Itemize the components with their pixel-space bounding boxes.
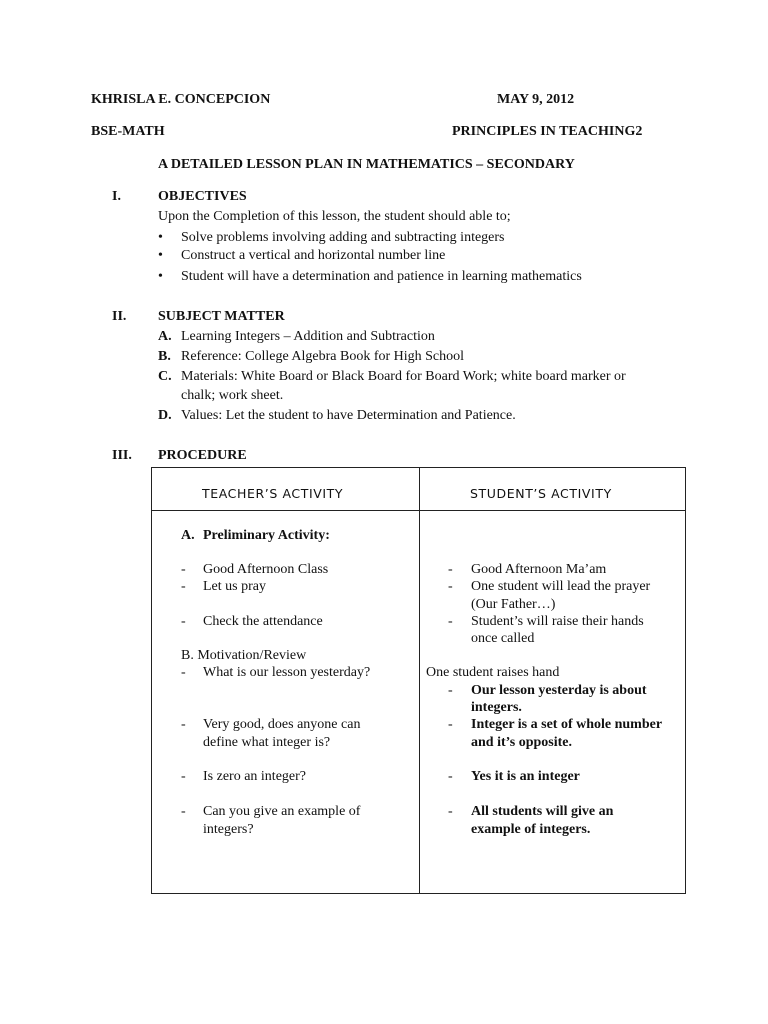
dash-marker: - bbox=[181, 562, 186, 577]
teacher-question: Very good, does anyone can bbox=[203, 717, 361, 732]
column-divider bbox=[419, 468, 420, 893]
section-title-subject-matter: SUBJECT MATTER bbox=[158, 309, 285, 324]
section-title-procedure: PROCEDURE bbox=[158, 448, 247, 463]
subject-name: PRINCIPLES IN TEACHING2 bbox=[452, 124, 643, 139]
objective-item: Solve problems involving adding and subtracting integers bbox=[181, 230, 505, 245]
dash-marker: - bbox=[181, 717, 186, 732]
subject-matter-item: Learning Integers – Addition and Subtraction bbox=[181, 329, 435, 344]
section-number-subject-matter: II. bbox=[112, 309, 127, 324]
student-raise-hand: One student raises hand bbox=[426, 665, 560, 680]
student-line: Student’s will raise their hands bbox=[471, 614, 644, 629]
section-title-objectives: OBJECTIVES bbox=[158, 189, 247, 204]
student-answer: Our lesson yesterday is about bbox=[471, 683, 647, 698]
prelim-letter: A. bbox=[181, 528, 195, 543]
item-letter: C. bbox=[158, 369, 172, 384]
document-title: A DETAILED LESSON PLAN IN MATHEMATICS – SECONDARY bbox=[158, 157, 575, 172]
objective-item: Construct a vertical and horizontal number line bbox=[181, 248, 446, 263]
subject-matter-item: Materials: White Board or Black Board for Board Work; white board marker or bbox=[181, 369, 626, 384]
dash-marker: - bbox=[181, 614, 186, 629]
dash-marker: - bbox=[448, 614, 453, 629]
section-number-procedure: III. bbox=[112, 448, 132, 463]
item-letter: B. bbox=[158, 349, 171, 364]
subject-matter-item: Reference: College Algebra Book for High School bbox=[181, 349, 465, 364]
bullet-icon: • bbox=[158, 248, 163, 263]
dash-marker: - bbox=[181, 579, 186, 594]
student-line-continued: once called bbox=[471, 631, 535, 646]
dash-marker: - bbox=[448, 562, 453, 577]
author-name: KHRISLA E. CONCEPCION bbox=[91, 92, 271, 107]
student-answer-continued: and it’s opposite. bbox=[471, 735, 573, 750]
student-answer-continued: example of integers. bbox=[471, 822, 591, 837]
objective-item: Student will have a determination and patience in learning mathematics bbox=[181, 269, 582, 284]
document-date: MAY 9, 2012 bbox=[497, 92, 575, 107]
header-divider bbox=[152, 510, 685, 511]
student-activity-header: STUDENT’S ACTIVITY bbox=[470, 486, 612, 501]
motivation-heading: B. Motivation/Review bbox=[181, 648, 307, 663]
item-letter: D. bbox=[158, 408, 172, 423]
dash-marker: - bbox=[448, 683, 453, 698]
teacher-question: Is zero an integer? bbox=[203, 769, 306, 784]
subject-matter-item-continued: chalk; work sheet. bbox=[181, 388, 284, 403]
teacher-line: Check the attendance bbox=[203, 614, 323, 629]
teacher-activity-header: TEACHER’S ACTIVITY bbox=[202, 486, 344, 501]
teacher-line: Good Afternoon Class bbox=[203, 562, 329, 577]
bullet-icon: • bbox=[158, 230, 163, 245]
student-answer-continued: integers. bbox=[471, 700, 522, 715]
item-letter: A. bbox=[158, 329, 172, 344]
student-line-continued: (Our Father…) bbox=[471, 597, 556, 612]
teacher-question: What is our lesson yesterday? bbox=[203, 665, 371, 680]
teacher-question-continued: define what integer is? bbox=[203, 735, 331, 750]
dash-marker: - bbox=[448, 804, 453, 819]
dash-marker: - bbox=[181, 665, 186, 680]
student-answer: Yes it is an integer bbox=[471, 769, 580, 784]
dash-marker: - bbox=[181, 804, 186, 819]
dash-marker: - bbox=[448, 579, 453, 594]
teacher-question-continued: integers? bbox=[203, 822, 254, 837]
course-name: BSE-MATH bbox=[91, 124, 165, 139]
student-line: Good Afternoon Ma’am bbox=[471, 562, 607, 577]
objectives-intro: Upon the Completion of this lesson, the student should able to; bbox=[158, 209, 511, 224]
dash-marker: - bbox=[448, 717, 453, 732]
section-number-objectives: I. bbox=[112, 189, 121, 204]
teacher-line: Let us pray bbox=[203, 579, 266, 594]
student-line: One student will lead the prayer bbox=[471, 579, 651, 594]
dash-marker: - bbox=[181, 769, 186, 784]
bullet-icon: • bbox=[158, 269, 163, 284]
prelim-title: Preliminary Activity: bbox=[203, 528, 330, 543]
student-answer: Integer is a set of whole number bbox=[471, 717, 663, 732]
subject-matter-item: Values: Let the student to have Determination and Patience. bbox=[181, 408, 516, 423]
dash-marker: - bbox=[448, 769, 453, 784]
teacher-question: Can you give an example of bbox=[203, 804, 361, 819]
student-answer: All students will give an bbox=[471, 804, 614, 819]
